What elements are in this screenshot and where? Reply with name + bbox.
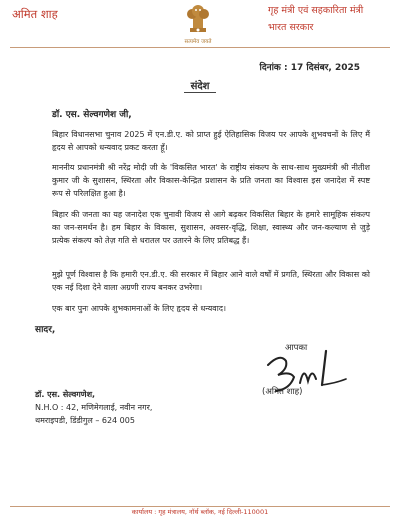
letter-date: दिनांक : 17 दिसंबर, 2025 — [259, 63, 360, 73]
body-paragraph: माननीय प्रधानमंत्री श्री नरेंद्र मोदी जी के 'विकसित भारत' के राष्ट्रीय संकल्प के साथ-साथ मुख्यमंत्री श्री नीतीश कुमार जी के सुशासन, स्थिरता और विकास-केन्द्रित प्रशासन के प्रति जनता का विश्वास इस जनादेश में स्पष्ट रूप से परिलक्षित हुआ है। — [52, 163, 370, 198]
header-divider — [10, 47, 390, 48]
signoff-label: आपका — [285, 343, 308, 353]
body-paragraph: एक बार पुनः आपके शुभकामनाओं के लिए हृदय से धन्यवाद। — [52, 304, 227, 313]
recipient-address — [35, 388, 152, 427]
salutation: डॉ. एस. सेल्वगणेश जी, — [52, 110, 132, 120]
emblem-motto: सत्यमेव जयते — [184, 39, 212, 45]
letter-title: संदेश — [190, 81, 210, 92]
national-emblem-icon — [181, 2, 215, 36]
closing: सादर, — [35, 325, 56, 335]
office-address-footer: कार्यालय : गृह मंत्रालय, नॉर्थ ब्लॉक, नई दिल्ली-110001 — [131, 508, 269, 516]
body-paragraph: बिहार की जनता का यह जनादेश एक चुनावी विजय से आगे बढ़कर विकसित बिहार के हमारे सामूहिक संकल्प का जन-समर्थन है। हम बिहार के विकास, सुशासन, अवसर-वृद्धि, शिक्षा, स्वास्थ्य और जन-कल्याण से जुड़े प्रत्येक संकल्प को तेज़ गति से धरातल पर उतारने के लिए प्रतिबद्ध हैं। — [52, 210, 370, 245]
body-paragraph: मुझे पूर्ण विश्वास है कि हमारी एन.डी.ए. की सरकार में बिहार आने वाले वर्षों में प्रगति, स्थिरता और विकास को एक नई दिशा देने वाला अग्रणी राज्य बनकर उभरेगा। — [52, 270, 370, 292]
minister-title-block — [268, 3, 386, 33]
address-line: थमराइपडी, डिंडीगुल – 624 005 — [35, 416, 135, 425]
title-underline — [184, 92, 216, 93]
body-paragraph: बिहार विधानसभा चुनाव 2025 में एन.डी.ए. को प्राप्त हुई ऐतिहासिक विजय पर आपके शुभवचनों के लिए मैं हृदय से आपको धन्यवाद प्रकट करता हूँ। — [52, 130, 370, 152]
minister-title: गृह मंत्री एवं सहकारिता मंत्री — [268, 5, 364, 16]
signatory-name: (अमित शाह) — [262, 387, 303, 397]
letterhead-name: अमित शाह — [12, 7, 58, 21]
address-line: N.H.O : 42, मणिमेगलाई, नवीन नगर, — [35, 403, 153, 412]
government-label: भारत सरकार — [268, 22, 314, 33]
recipient-name: डॉ. एस. सेल्वगणेश, — [35, 390, 96, 399]
